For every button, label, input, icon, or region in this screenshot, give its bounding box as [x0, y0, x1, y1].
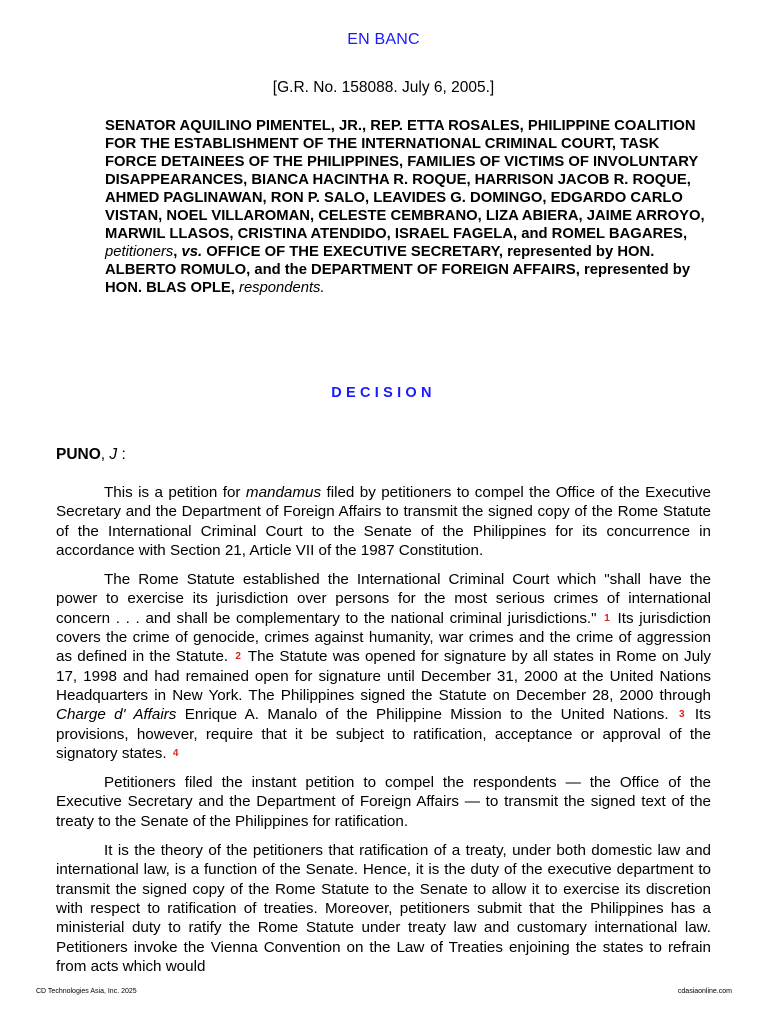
- footnote-link-2[interactable]: 2: [235, 651, 241, 663]
- respondents-role: respondents.: [239, 280, 325, 297]
- footnote-link-3[interactable]: 3: [679, 709, 685, 721]
- ponente-suffix: J: [109, 446, 118, 463]
- paragraph-2: [56, 570, 711, 763]
- case-parties: SENATOR AQUILINO PIMENTEL, JR., REP. ETTA ROSALES, PHILIPPINE COALITION FOR THE ESTABLISHMENT OF THE INTERNATIONAL CRIMINAL COURT, TASK FORCE DETAINEES OF THE PHILIPPINES, FAMILIES OF VICTIMS OF INVOLUNTARY DISAPPEARANCES, BIANCA HACINTHA R. ROQUE, HARRISON JACOB R. ROQUE, AHMED PAGLINAWAN, RON P. SALO, LEAVIDES G. DOMINGO, EDGARDO CARLO VISTAN, NOEL VILLAROMAN, CELESTE CEMBRANO, LIZA ABIERA, JAIME ARROYO, MARWIL LLASOS, CRISTINA ATENDIDO, ISRAEL FAGELA, and ROMEL BAGARES, petitioners, vs. OFFICE OF THE EXECUTIVE SECRETARY, represented by HON. ALBERTO ROMULO, and the DEPARTMENT OF FOREIGN AFFAIRS, represented by HON. BLAS OPLE, respondents.: [105, 118, 705, 297]
- case-number: [G.R. No. 158088. July 6, 2005.]: [272, 79, 495, 96]
- decision-body: [56, 483, 711, 986]
- ponente-line: PUNO, J :: [56, 446, 126, 463]
- footnote-link-1[interactable]: 1: [604, 612, 610, 624]
- respondents-names: OFFICE OF THE EXECUTIVE SECRETARY, represented by HON. ALBERTO ROMULO, and the DEPARTMENT OF FOREIGN AFFAIRS, represented by HON. BLAS OPLE: [105, 244, 691, 297]
- paragraph-text: Its jurisdiction covers the crime of genocide, crimes against humanity, war crimes and the crime of aggression as defined in the Statute.: [56, 609, 711, 666]
- ponente-name: PUNO: [56, 446, 101, 463]
- paragraph-text: This is a petition for: [104, 484, 246, 501]
- paragraph-text: The Statute was opened for signature by all states in Rome on July 17, 1998 and had remained open for signature until December 31, 2000 at the United Nations Headquarters in New York. The Philippines signed the Statute on December 28, 2000 through: [56, 648, 711, 704]
- paragraph-emphasis: Charge d' Affairs: [56, 706, 177, 724]
- paragraph-4: It is the theory of the petitioners that ratification of a treaty, under both domestic law and international law, is a function of the Senate. Hence, it is the duty of the executive department to transmit the signed copy of the Rome Statute to the Senate to allow it to exercise its discretion with respect to ratification of treaties. Moreover, petitioners submit that the Philippines has a ministerial duty to ratify the Rome Statute under treaty law and customary international law. Petitioners invoke the Vienna Convention on the Law of Treaties enjoining the states to refrain from acts which would: [56, 842, 711, 975]
- versus-label: vs.: [181, 244, 203, 261]
- paragraph-text: Enrique A. Manalo of the Philippine Mission to the United Nations.: [176, 706, 669, 724]
- footnote-link-4[interactable]: 4: [172, 747, 179, 759]
- decision-heading: DECISION: [331, 385, 436, 401]
- paragraph-text: Its provisions, however, require that it be subject to ratification, acceptance or approval of the signatory states.: [56, 706, 711, 762]
- division-heading: EN BANC: [347, 31, 420, 48]
- paragraph-emphasis: mandamus: [245, 484, 322, 501]
- paragraph-1: [56, 483, 711, 560]
- petitioners-role: petitioners: [105, 244, 174, 261]
- paragraph-text: The Rome Statute established the International Criminal Court which "shall have the power to exercise its jurisdiction over persons for the most serious crimes of international concern . . . and shall be complementary to the national criminal jurisdictions.": [56, 571, 711, 627]
- petitioners-names: SENATOR AQUILINO PIMENTEL, JR., REP. ETTA ROSALES, PHILIPPINE COALITION FOR THE ESTABLISHMENT OF THE INTERNATIONAL CRIMINAL COURT, TASK FORCE DETAINEES OF THE PHILIPPINES, FAMILIES OF VICTIMS OF INVOLUNTARY DISAPPEARANCES, BIANCA HACINTHA R. ROQUE, HARRISON JACOB R. ROQUE, AHMED PAGLINAWAN, RON P. SALO, LEAVIDES G. DOMINGO, EDGARDO CARLO VISTAN, NOEL VILLAROMAN, CELESTE CEMBRANO, LIZA ABIERA, JAIME ARROYO, MARWIL LLASOS, CRISTINA ATENDIDO, ISRAEL FAGELA, and ROMEL BAGARES: [105, 118, 705, 243]
- paragraph-3: Petitioners filed the instant petition to compel the respondents — the Office of the Executive Secretary and the Department of Foreign Affairs — to transmit the signed text of the treaty to the Senate of the Philippines for ratification.: [56, 774, 711, 830]
- paragraph-text: filed by petitioners to compel the Office of the Executive Secretary and the Department of Foreign Affairs to transmit the signed copy of the Rome Statute of the International Criminal Court to the Senate of the Philippines for its concurrence in accordance with Section 21, Article VII of the 1987 Constitution.: [56, 484, 711, 559]
- footer-copyright: CD Technologies Asia, Inc. 2025: [36, 988, 137, 995]
- footer-site: cdasiaonline.com: [677, 988, 732, 995]
